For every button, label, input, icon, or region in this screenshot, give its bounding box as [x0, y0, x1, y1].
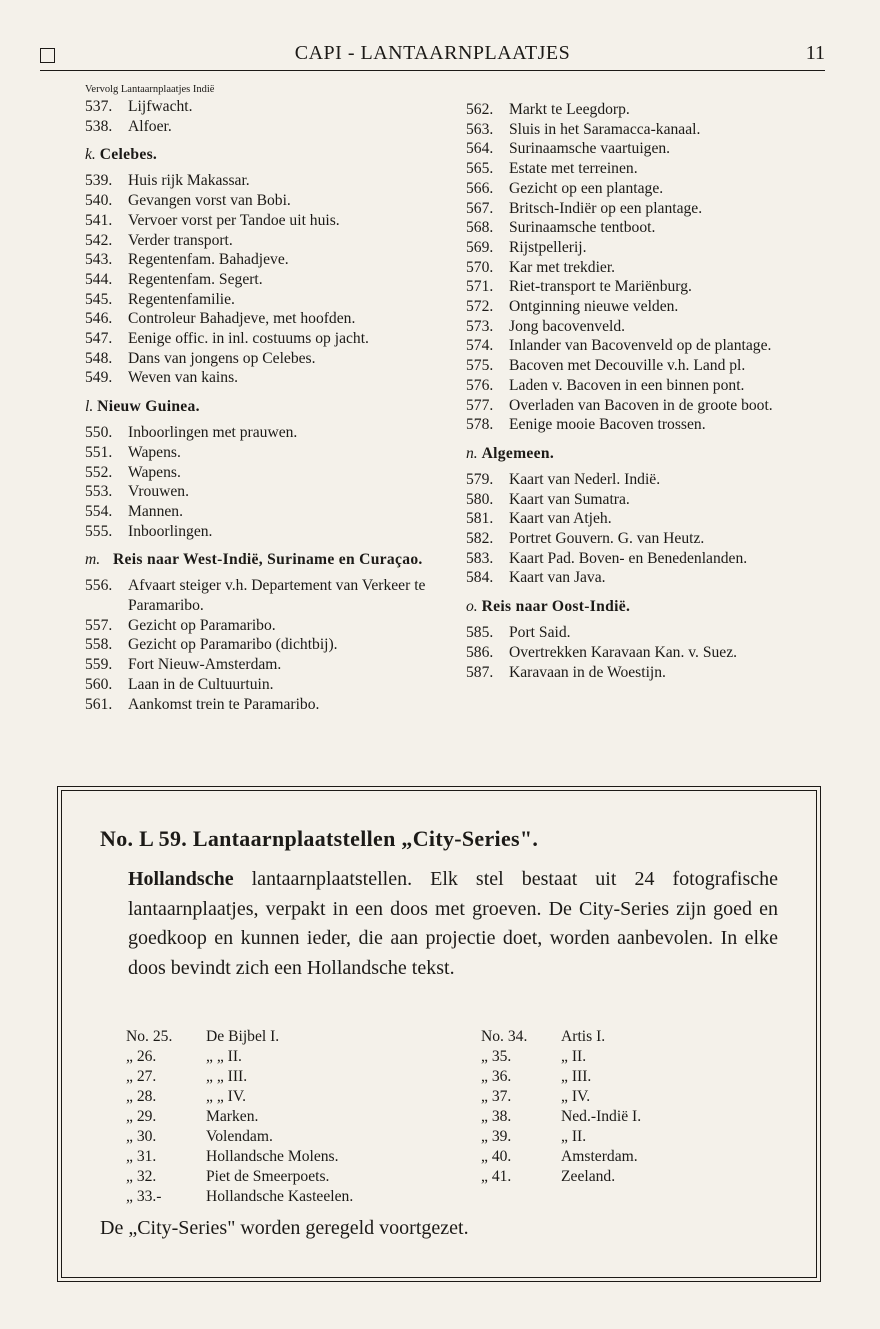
item-number: 568.: [466, 219, 494, 237]
item-text: Weven van kains.: [128, 369, 239, 387]
item-number: 580.: [466, 490, 494, 508]
item-text: Vrouwen.: [128, 483, 189, 501]
right-column: [466, 82, 832, 682]
item-text: Laden v. Bacoven in een binnen pont.: [509, 376, 745, 394]
item-text: Ontginning nieuwe velden.: [509, 298, 679, 316]
series-number: „ 32.: [126, 1168, 157, 1185]
page-number: 11: [805, 42, 825, 64]
item-number: 587.: [466, 663, 494, 681]
item-number: 548.: [85, 349, 113, 367]
item-number: 579.: [466, 470, 494, 488]
item-text: Regentenfamilie.: [128, 290, 235, 308]
item-text: Port Said.: [509, 624, 571, 642]
list-item: [466, 297, 832, 317]
item-number: 555.: [85, 522, 113, 540]
continuation-note: Vervolg Lantaarnplaatjes Indië: [85, 84, 215, 95]
item-text: Eenige offic. in inl. costuums op jacht.: [128, 330, 369, 348]
item-text: Karavaan in de Woestijn.: [509, 663, 666, 681]
item-text: Inlander van Bacovenveld op de plantage.: [509, 337, 772, 355]
item-text: Afvaart steiger v.h. Departement van Verkeer te Paramaribo.: [128, 577, 426, 615]
item-text: Rijstpellerij.: [509, 238, 587, 256]
item-number: 552.: [85, 463, 113, 481]
item-number: 562.: [466, 101, 494, 118]
item-number: 566.: [466, 179, 494, 197]
series-item: [481, 1127, 641, 1147]
list-item: [85, 368, 445, 388]
list-item: [466, 199, 832, 219]
item-text: Fort Nieuw-Amsterdam.: [128, 656, 282, 674]
item-number: 557.: [85, 616, 113, 634]
series-item: [126, 1107, 353, 1127]
item-text: Wapens.: [128, 443, 181, 461]
list-item: [466, 663, 832, 683]
series-list-left: [126, 1027, 353, 1207]
series-item: [481, 1167, 641, 1187]
item-number: 571.: [466, 278, 494, 296]
item-number: 567.: [466, 199, 494, 217]
item-text: Laan in de Cultuurtuin.: [128, 675, 274, 693]
series-name: „ „ II.: [206, 1048, 242, 1065]
item-number: 558.: [85, 636, 113, 654]
list-item: [466, 356, 832, 376]
list-celebes: [85, 171, 445, 388]
left-column: [85, 82, 445, 714]
section-name: Celebes.: [99, 146, 158, 164]
series-item: [126, 1187, 353, 1207]
series-name: „ IV.: [561, 1088, 591, 1105]
list-item: [85, 231, 445, 251]
section-name: Algemeen.: [481, 444, 555, 462]
series-number: „ 41.: [481, 1168, 512, 1185]
series-name: Artis I.: [561, 1028, 606, 1045]
item-number: 540.: [85, 192, 113, 210]
section-name: Reis naar West-Indië, Suriname en Curaçao.: [113, 551, 423, 569]
series-number: „ 33.-: [126, 1188, 162, 1205]
series-number: „ 35.: [481, 1048, 512, 1065]
item-number: 559.: [85, 656, 113, 674]
item-number: 564.: [466, 140, 494, 158]
item-text: Inboorlingen met prauwen.: [128, 424, 298, 442]
item-number: 576.: [466, 376, 494, 394]
list-item: [466, 218, 832, 238]
list-item: [85, 349, 445, 369]
section-name: Nieuw Guinea.: [97, 398, 200, 416]
box-body-text: lantaarnplaatstellen. Elk stel bestaat uit 24 fotografische lantaarnplaatjes, verpakt in een doos met groeven. De City-Series zijn goed en goedkoop en kunnen ieder, die aan projectie doet, worden aanbevolen. In elke doos bevindt zich een Hollandsche tekst.: [128, 868, 778, 979]
list-item: [466, 120, 832, 140]
series-list-right: [481, 1027, 641, 1187]
item-number: 549.: [85, 369, 113, 387]
list-item: [466, 509, 832, 529]
list-item: [85, 675, 445, 695]
item-number: 538.: [85, 117, 113, 135]
item-text: Surinaamsche tentboot.: [509, 219, 656, 237]
item-number: 586.: [466, 643, 494, 661]
item-number: 582.: [466, 530, 494, 548]
list-item: [85, 423, 445, 443]
item-text: Kaart van Nederl. Indië.: [509, 470, 661, 488]
series-name: „ „ IV.: [206, 1088, 246, 1105]
item-text: Dans van jongens op Celebes.: [128, 349, 316, 367]
box-footer: De „City-Series" worden geregeld voortgezet.: [100, 1217, 469, 1239]
item-number: 551.: [85, 443, 113, 461]
item-text: Gevangen vorst van Bobi.: [128, 192, 291, 210]
item-number: 561.: [85, 695, 113, 713]
list-item: [466, 376, 832, 396]
section-letter: n.: [466, 444, 478, 462]
list-item: [85, 97, 445, 117]
series-number: „ 38.: [481, 1108, 512, 1125]
list-item: [85, 695, 445, 715]
list-item: [85, 522, 445, 542]
series-item: [481, 1027, 641, 1047]
list-item: [466, 549, 832, 569]
item-text: Huis rijk Makassar.: [128, 172, 250, 190]
item-text: Verder transport.: [128, 231, 233, 249]
list-item: [466, 529, 832, 549]
series-number: „ 30.: [126, 1128, 157, 1145]
list-item: [466, 258, 832, 278]
item-number: 578.: [466, 416, 494, 434]
item-text: Markt te Leegdorp.: [509, 101, 630, 118]
section-heading-k: [85, 145, 445, 165]
page-header: [40, 38, 825, 76]
list-item: [466, 396, 832, 416]
series-number: „ 26.: [126, 1048, 157, 1065]
item-number: 541.: [85, 211, 113, 229]
series-name: „ II.: [561, 1128, 587, 1145]
list-item: [85, 329, 445, 349]
item-text: Gezicht op Paramaribo (dichtbij).: [128, 636, 338, 654]
item-text: Kaart van Java.: [509, 569, 606, 587]
series-item: [481, 1087, 641, 1107]
series-number: „ 36.: [481, 1068, 512, 1085]
series-number: „ 28.: [126, 1088, 157, 1105]
box-title: No. L 59. Lantaarnplaatstellen „City-Series".: [100, 826, 539, 851]
list-item: [466, 415, 832, 435]
series-number: „ 39.: [481, 1128, 512, 1145]
list-oost-indie: [466, 623, 832, 682]
item-text: Overladen van Bacoven in de groote boot.: [509, 396, 773, 414]
series-name: Piet de Smeerpoets.: [206, 1168, 330, 1185]
item-text: Eenige mooie Bacoven trossen.: [509, 416, 706, 434]
item-number: 575.: [466, 357, 494, 375]
series-number: „ 27.: [126, 1068, 157, 1085]
list-item: [466, 568, 832, 588]
list-item: [85, 270, 445, 290]
item-number: 550.: [85, 424, 113, 442]
list-algemeen: [466, 470, 832, 588]
series-name: Hollandsche Kasteelen.: [206, 1188, 354, 1205]
series-item: [481, 1147, 641, 1167]
series-item: [481, 1067, 641, 1087]
list-item: [466, 336, 832, 356]
list-item: [466, 238, 832, 258]
section-heading-n: [466, 444, 832, 464]
item-text: Alfoer.: [128, 117, 172, 135]
item-number: 553.: [85, 483, 113, 501]
series-name: Marken.: [206, 1108, 259, 1125]
item-number: 572.: [466, 298, 494, 316]
section-heading-l: [85, 397, 445, 417]
series-item: [126, 1147, 353, 1167]
series-name: „ II.: [561, 1048, 587, 1065]
item-text: Kaart Pad. Boven- en Benedenlanden.: [509, 549, 748, 567]
item-number: 584.: [466, 569, 494, 587]
series-name: „ „ III.: [206, 1068, 248, 1085]
series-item: [126, 1067, 353, 1087]
list-left-top: [85, 97, 445, 136]
item-text: Bacoven met Decouville v.h. Land pl.: [509, 357, 746, 375]
item-number: 570.: [466, 258, 494, 276]
item-text: Kaart van Atjeh.: [509, 510, 612, 528]
item-text: Surinaamsche vaartuigen.: [509, 140, 671, 158]
series-name: „ III.: [561, 1068, 592, 1085]
list-item: [85, 655, 445, 675]
section-name: Reis naar Oost-Indië.: [481, 598, 631, 616]
header-rule: [40, 70, 825, 71]
list-item: [466, 179, 832, 199]
list-item: [85, 482, 445, 502]
item-text: Jong bacovenveld.: [509, 317, 626, 335]
list-item: [85, 616, 445, 636]
item-text: Vervoer vorst per Tandoe uit huis.: [128, 211, 340, 229]
item-number: 543.: [85, 251, 113, 269]
item-number: 563.: [466, 120, 494, 138]
item-text: Portret Gouvern. G. van Heutz.: [509, 530, 705, 548]
series-item: [481, 1107, 641, 1127]
series-number: „ 40.: [481, 1148, 512, 1165]
list-item: [85, 250, 445, 270]
list-item: [466, 643, 832, 663]
box-lead-word: Hollandsche: [128, 868, 234, 890]
section-letter: k.: [85, 146, 96, 164]
series-number: No. 25.: [126, 1028, 173, 1045]
item-number: 560.: [85, 675, 113, 693]
section-letter: l.: [85, 398, 94, 416]
list-item: [466, 139, 832, 159]
item-text: Regentenfam. Segert.: [128, 270, 263, 288]
series-name: Hollandsche Molens.: [206, 1148, 339, 1165]
item-text: Kaart van Sumatra.: [509, 490, 630, 508]
item-number: 577.: [466, 396, 494, 414]
item-number: 537.: [85, 98, 113, 115]
series-number: No. 34.: [481, 1028, 528, 1045]
item-text: Sluis in het Saramacca-kanaal.: [509, 120, 701, 138]
box-description: [128, 865, 778, 983]
series-number: „ 37.: [481, 1088, 512, 1105]
item-text: Regentenfam. Bahadjeve.: [128, 251, 289, 269]
list-item: [85, 502, 445, 522]
list-item: [85, 443, 445, 463]
list-item: [466, 317, 832, 337]
item-text: Mannen.: [128, 502, 183, 520]
series-item: [126, 1027, 353, 1047]
series-item: [126, 1047, 353, 1067]
item-text: Kar met trekdier.: [509, 258, 616, 276]
list-nieuw-guinea: [85, 423, 445, 541]
item-number: 574.: [466, 337, 494, 355]
item-text: Riet-transport te Mariënburg.: [509, 278, 692, 296]
list-item: [466, 100, 832, 120]
item-text: Inboorlingen.: [128, 522, 213, 540]
list-item: [85, 171, 445, 191]
item-text: Overtrekken Karavaan Kan. v. Suez.: [509, 643, 738, 661]
item-number: 546.: [85, 310, 113, 328]
header-title: CAPI - LANTAARNPLAATJES: [294, 42, 571, 64]
list-item: [466, 470, 832, 490]
item-number: 565.: [466, 160, 494, 178]
item-number: 583.: [466, 549, 494, 567]
list-item: [466, 490, 832, 510]
item-number: 544.: [85, 270, 113, 288]
list-item: [85, 191, 445, 211]
section-heading-o: [466, 597, 832, 617]
item-text: Lijfwacht.: [128, 98, 193, 115]
item-number: 539.: [85, 172, 113, 190]
series-name: Zeeland.: [561, 1168, 616, 1185]
list-item: [466, 277, 832, 297]
item-number: 569.: [466, 238, 494, 256]
list-item: [85, 309, 445, 329]
item-number: 556.: [85, 577, 113, 595]
list-item: [85, 211, 445, 231]
series-number: „ 29.: [126, 1108, 157, 1125]
series-item: [126, 1167, 353, 1187]
list-west-indie: [85, 576, 445, 714]
list-item: [85, 117, 445, 137]
series-name: Amsterdam.: [561, 1148, 638, 1165]
item-text: Gezicht op Paramaribo.: [128, 616, 276, 634]
item-number: 573.: [466, 317, 494, 335]
list-item: [85, 635, 445, 655]
item-number: 581.: [466, 510, 494, 528]
series-name: Ned.-Indië I.: [561, 1108, 642, 1125]
item-text: Wapens.: [128, 463, 181, 481]
list-item: [466, 623, 832, 643]
item-number: 542.: [85, 231, 113, 249]
item-text: Controleur Bahadjeve, met hoofden.: [128, 310, 356, 328]
series-item: [126, 1087, 353, 1107]
section-letter: m.: [85, 551, 101, 569]
city-series-box: [57, 786, 821, 1282]
item-number: 545.: [85, 290, 113, 308]
list-item: [85, 290, 445, 310]
series-name: Volendam.: [206, 1128, 273, 1145]
item-text: Estate met terreinen.: [509, 160, 638, 178]
series-item: [126, 1127, 353, 1147]
list-item: [85, 463, 445, 483]
list-west-indie-cont: [466, 100, 832, 435]
series-number: „ 31.: [126, 1148, 157, 1165]
list-item: [466, 159, 832, 179]
section-letter: o.: [466, 598, 478, 616]
item-number: 547.: [85, 330, 113, 348]
series-item: [481, 1047, 641, 1067]
series-name: De Bijbel I.: [206, 1028, 280, 1045]
item-text: Gezicht op een plantage.: [509, 179, 664, 197]
list-item: [85, 576, 445, 615]
section-heading-m: [85, 550, 445, 570]
item-text: Britsch-Indiër op een plantage.: [509, 199, 703, 217]
item-number: 585.: [466, 624, 494, 642]
item-number: 554.: [85, 502, 113, 520]
item-text: Aankomst trein te Paramaribo.: [128, 695, 320, 713]
